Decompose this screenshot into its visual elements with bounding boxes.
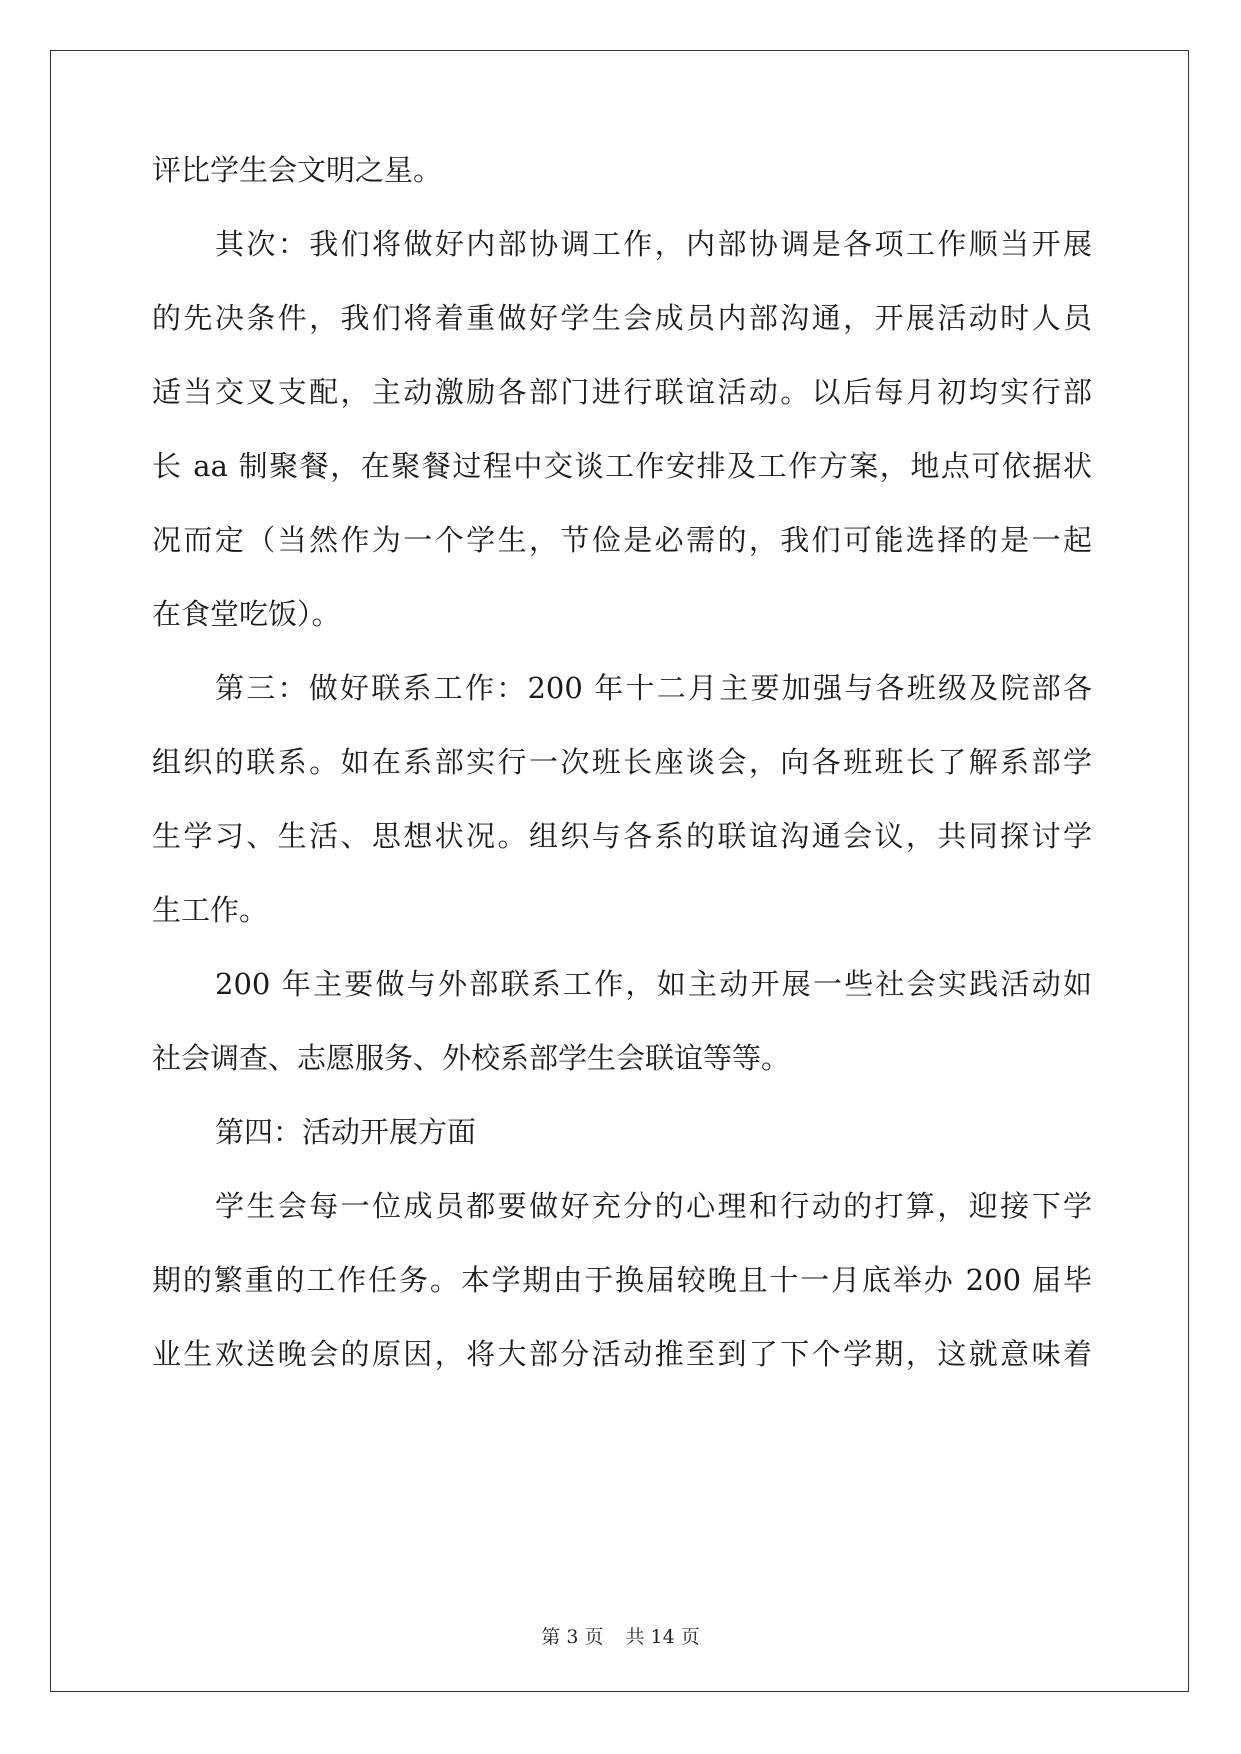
text-line-15: 学生会每一位成员都要做好充分的心理和行动的打算，迎接下学 — [215, 1189, 1092, 1223]
text-line-4: 适当交叉支配，主动激励各部门进行联谊活动。以后每月初均实行部 — [152, 375, 1092, 409]
text-line-16: 期的繁重的工作任务。本学期由于换届较晚且十一月底举办 200 届毕 — [152, 1263, 1092, 1297]
text-line-13: 社会调查、志愿服务、外校系部学生会联谊等等。 — [152, 1041, 791, 1075]
text-line-6: 况而定（当然作为一个学生，节俭是必需的，我们可能选择的是一起 — [152, 523, 1092, 557]
text-line-17: 业生欢送晚会的原因，将大部分活动推至到了下个学期，这就意味着 — [152, 1337, 1092, 1371]
text-line-5: 长 aa 制聚餐，在聚餐过程中交谈工作安排及工作方案，地点可依据状 — [152, 449, 1092, 483]
page-number: 第 3 页 — [541, 1626, 604, 1648]
text-line-11: 生工作。 — [152, 893, 269, 927]
text-line-2: 其次：我们将做好内部协调工作，内部协调是各项工作顺当开展 — [215, 227, 1092, 261]
page-border — [50, 50, 1189, 1692]
page-total: 共 14 页 — [625, 1626, 700, 1648]
text-line-3: 的先决条件，我们将着重做好学生会成员内部沟通，开展活动时人员 — [152, 301, 1092, 335]
text-line-8: 第三：做好联系工作：200 年十二月主要加强与各班级及院部各 — [215, 671, 1092, 705]
text-line-12: 200 年主要做与外部联系工作，如主动开展一些社会实践活动如 — [215, 967, 1092, 1001]
text-line-7: 在食堂吃饭）。 — [152, 597, 341, 631]
text-line-1: 评比学生会文明之星。 — [152, 153, 443, 187]
text-line-9: 组织的联系。如在系部实行一次班长座谈会，向各班班长了解系部学 — [152, 745, 1092, 779]
text-line-14: 第四：活动开展方面 — [215, 1115, 477, 1149]
text-line-10: 生学习、生活、思想状况。组织与各系的联谊沟通会议，共同探讨学 — [152, 819, 1092, 853]
page-footer — [0, 1625, 1241, 1649]
